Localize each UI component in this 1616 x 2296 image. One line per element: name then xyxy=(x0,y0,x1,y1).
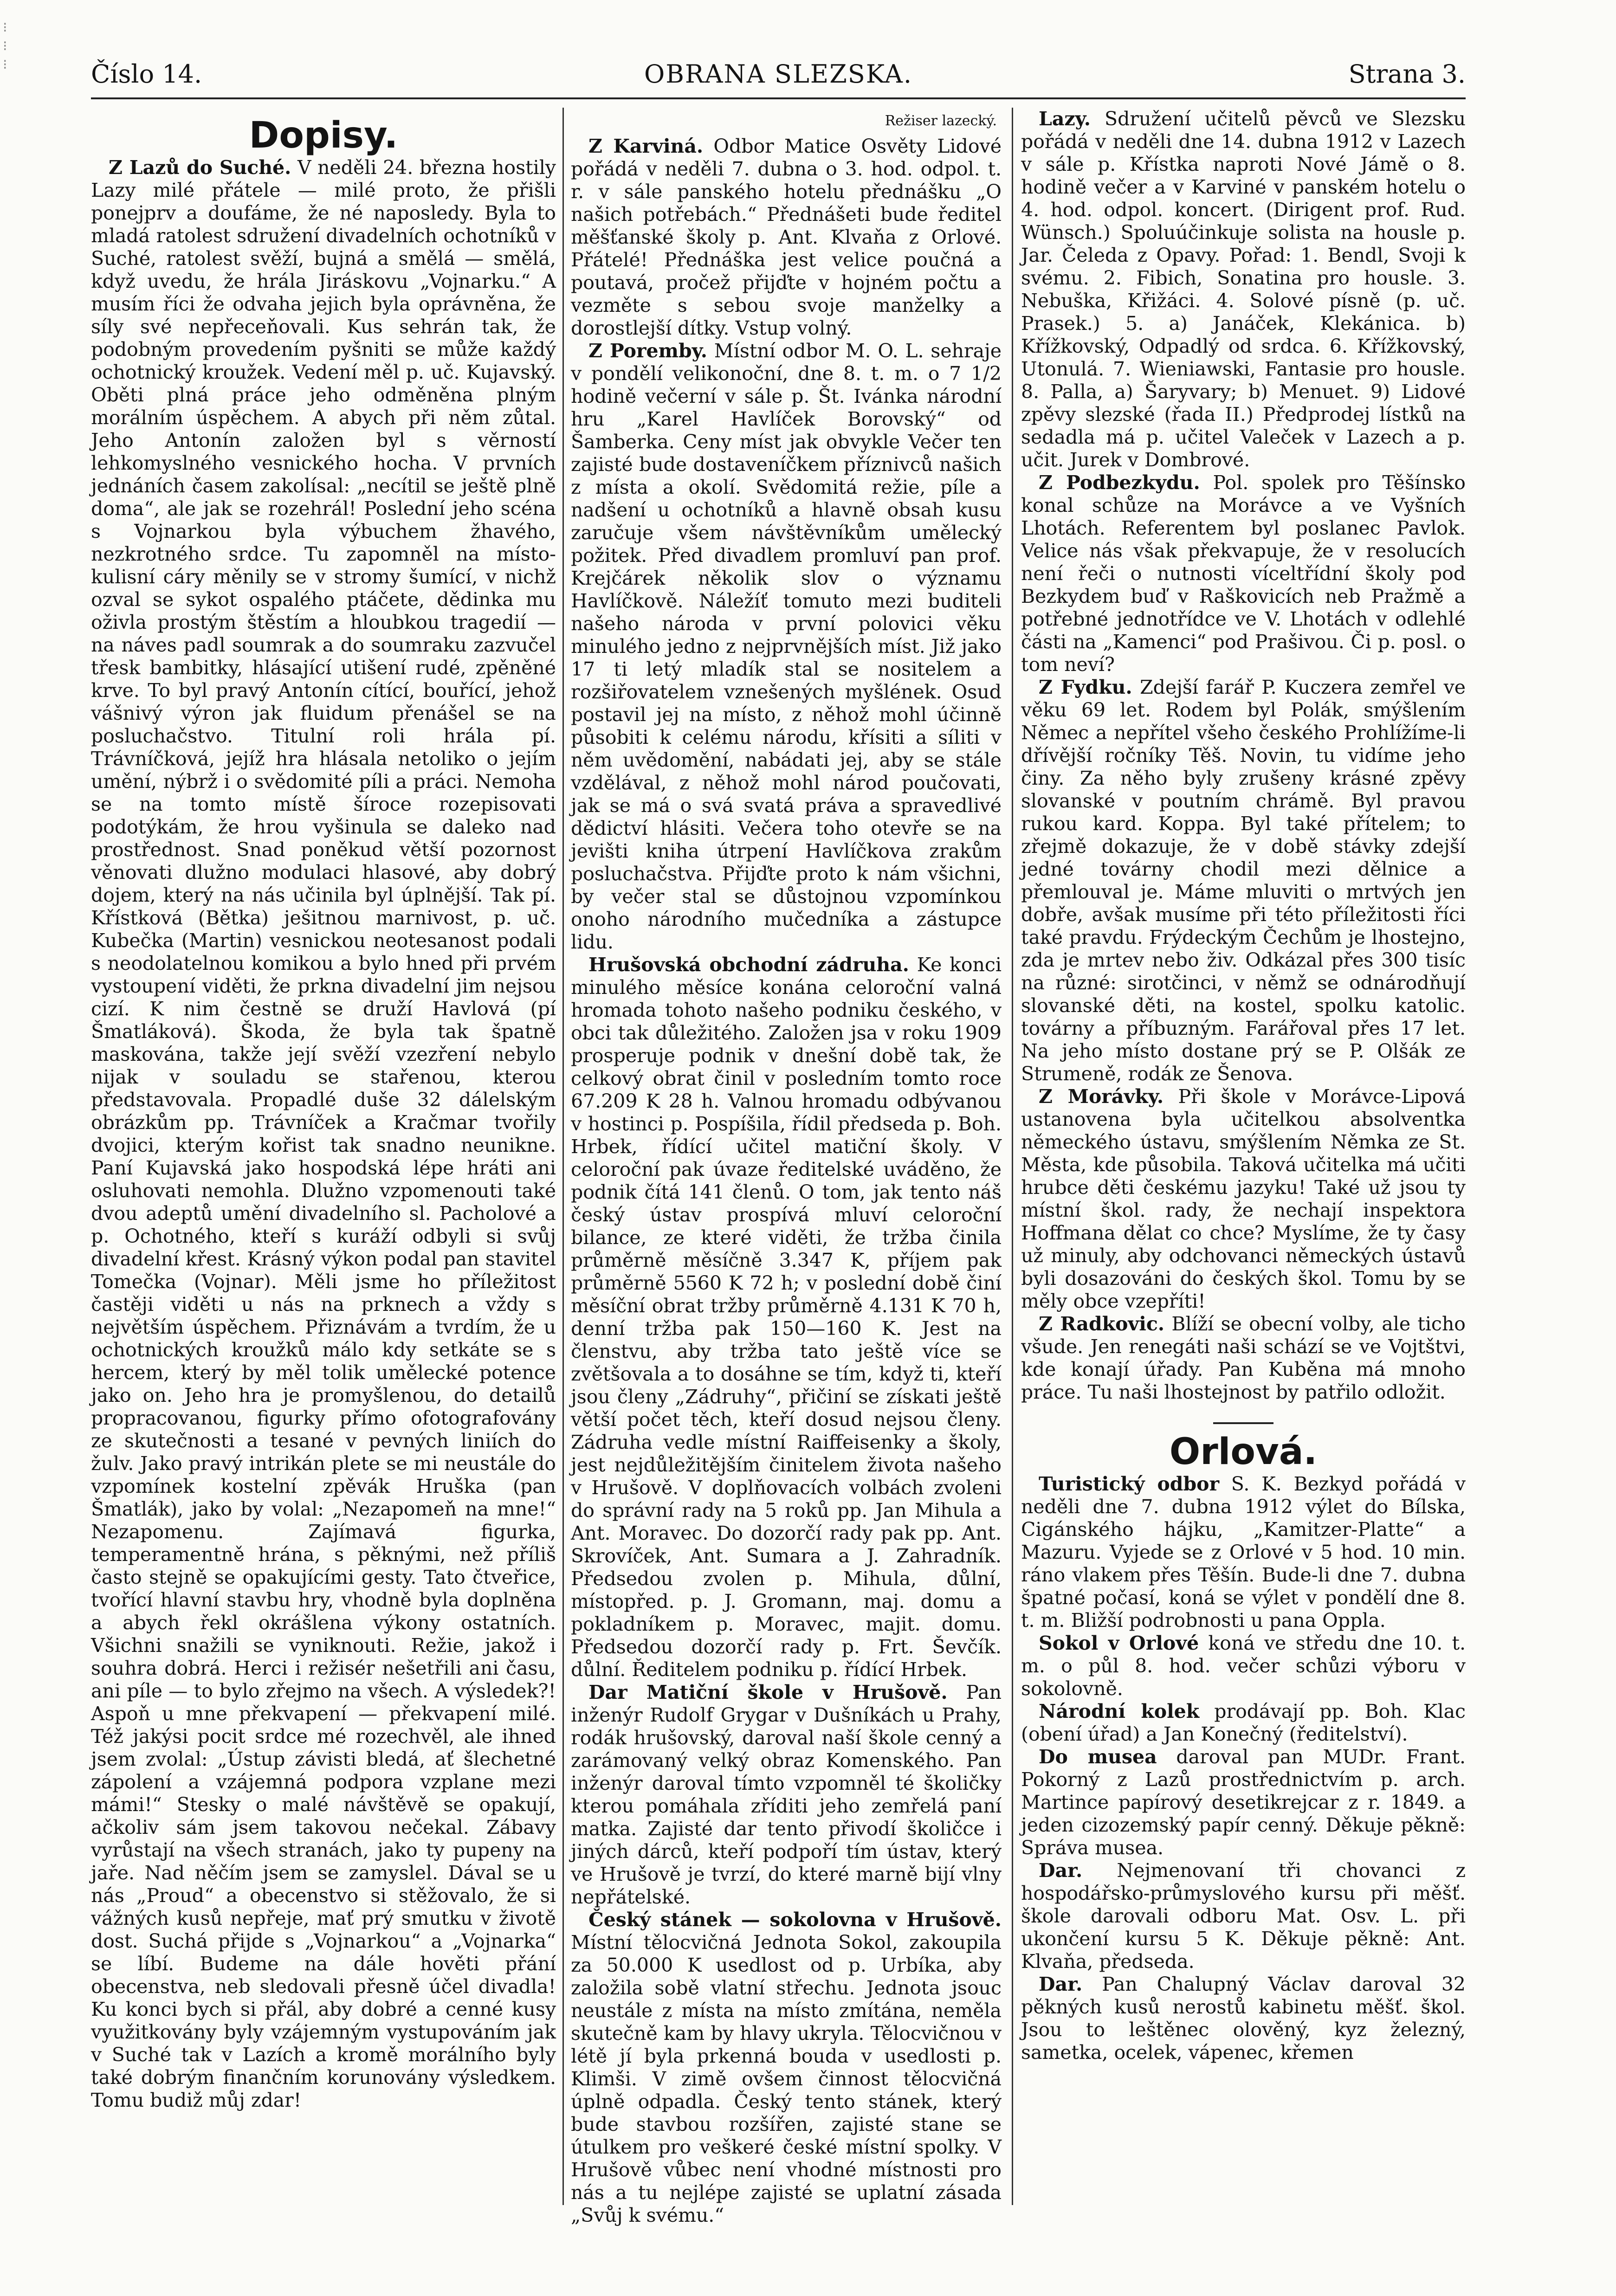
article-text: Nejmenovaní tři chovanci z hospodářsko-průmyslového kursu při měšť. škole darovali odboru Mat. Osv. L. při ukončení kursu 5 K. Děkuje pěkně: Ant. Klvaňa, předseda. xyxy=(1021,1859,1466,1973)
article-lead: Z Podbezkydu. xyxy=(1039,471,1200,494)
column-2 xyxy=(571,108,1002,2226)
article-text: Pan Chalupný Václav daroval 32 pěkných kusů nerostů kabinetu měšť. škol. Jsou to leštěnec olověný, kyz železný, sametka, ocelek, vápenec, křemen xyxy=(1021,1973,1466,2064)
article-text: prodávají pp. Boh. Klac (obení úřad) a Jan Konečný (ředitelství). xyxy=(1021,1700,1466,1745)
article-sokol-orlova xyxy=(1021,1632,1466,1700)
section-divider xyxy=(1213,1422,1273,1424)
article-lead: Národní kolek xyxy=(1039,1700,1200,1722)
article-lead: Sokol v Orlové xyxy=(1039,1632,1199,1654)
article-turisticky xyxy=(1021,1473,1466,1632)
issue-number: Číslo 14. xyxy=(91,59,202,89)
article-lead: Z Poremby. xyxy=(588,340,708,362)
article-radkovic xyxy=(1021,1313,1466,1404)
article-fydek xyxy=(1021,676,1466,1085)
article-text: Odbor Matice Osvěty Lidové pořádá v neděli 7. dubna o 3. hod. odpol. t. r. v sále panského hotelu přednášku „O našich potřebách.“ Přednášeti bude ředitel měšťanské školy p. Ant. Klvaňa z Orlové. Přátelé! Přednáška jest velice poučná a poutavá, pročež přijďte v hojném počtu a vezměte s sebou svoje manželky a dorostlejší dítky. Vstup volný. xyxy=(571,135,1002,339)
article-lead: Z Fydku. xyxy=(1039,676,1132,698)
article-narodni-kolek xyxy=(1021,1700,1466,1746)
article-lead: Z Lazů do Suché. xyxy=(109,156,291,179)
article-lead: Hrušovská obchodní zádruha. xyxy=(588,954,909,976)
section-title-orlova: Orlová. xyxy=(1169,1431,1318,1473)
article-karvina xyxy=(571,135,1002,340)
column-3 xyxy=(1021,108,1466,2196)
article-lead: Dar. xyxy=(1039,1973,1083,1995)
article-lead: Lazy. xyxy=(1039,108,1091,130)
column-rule-1 xyxy=(562,108,564,2205)
article-text: Pol. spolek pro Těšínsko konal schůze na Morávce a ve Vyšních Lhotách. Referentem byl poslanec Pavlok. Velice nás však překvapuje, že v resolucích není řeči o nutnosti víceltřídní školy pod Bezkydem buď v Raškovicích neb Pražmě a potřebné jednotřídce ve V. Lhotách v odlehlé části na „Kamenci“ pod Prašivou. Či p. posl. o tom neví? xyxy=(1021,471,1466,676)
article-lead: Dar. xyxy=(1039,1859,1083,1882)
article-dar-1 xyxy=(1021,1859,1466,1973)
article-moravky xyxy=(1021,1085,1466,1313)
article-text: S. K. Bezkyd pořádá v neděli dne 7. dubna 1912 výlet do Bílska, Cigánského hájku, „Kamitzer-Platte“ a Mazuru. Vyjede se z Orlové v 5 hod. 10 min. ráno vlakem přes Těšín. Bude-li dne 7. dubna špatné počasí, koná se výlet v pondělí dne 8. t. m. Bližší podrobnosti u pana Oppla. xyxy=(1021,1473,1466,1632)
article-lead: Z Karviná. xyxy=(588,135,704,157)
article-poremby xyxy=(571,340,1002,954)
newspaper-title: OBRANA SLEZSKA. xyxy=(644,59,913,89)
article-lead: Z Morávky. xyxy=(1039,1085,1164,1108)
page-number: Strana 3. xyxy=(1348,59,1466,89)
article-text: Místní tělocvičná Jednota Sokol, zakoupila za 50.000 K usedlost od p. Urbíka, aby založila sobě vlatní střechu. Jednota jsouc neustále z místa na místo zmítána, neměla skutečně kam by hlavy ukryla. Tělocvičnou v létě jí byla prkenná bouda v usedlosti p. Klimši. V zimě ovšem činnost tělocvičná úplně odpadla. Český tento stánek, který bude stavbou rozšířen, zajisté stane se útulkem pro veškeré české místní spolky. V Hrušově vůbec není vhodné místnosti pro nás a tu nejlépe zajisté se uplatní zásada „Svůj k svému.“ xyxy=(571,1931,1002,2226)
article-text: Pan inženýr Rudolf Grygar v Dušníkách u Prahy, rodák hrušovský, daroval naší škole cenný a zarámovaný velký obraz Komenského. Pan inženýr daroval tímto vzpomněl té školičky kterou pomáhala zříditi jeho zemřelá paní matka. Zajisté dar tento přivodí školičce i jiných dárců, kteří podpoří tím ústav, který ve Hrušově je tvrzí, do které marně bijí vlny nepřátelské. xyxy=(571,1681,1002,1908)
article-lead: Do musea xyxy=(1039,1746,1157,1768)
section-title-dopisy: Dopisy. xyxy=(249,115,398,156)
article-text: Blíží se obecní volby, ale ticho všude. Jen renegáti naši schází se ve Vojtštvi, kde konají úřady. Pan Kuběna má mnoho práce. Tu naši lhostejnost by patřilo odložit. xyxy=(1021,1313,1466,1403)
column-1 xyxy=(91,108,556,2196)
article-text: Zdejší farář P. Kuczera zemřel ve věku 69 let. Rodem byl Polák, smýšlením Němec a nepřítel všeho českého Prohlížíme-li dřívější ročníky Těš. Novin, tu vidíme jeho činy. Za něho byly zrušeny krásné zpěvy slovanské v poutním chrámě. Byl pravou rukou kard. Koppa. Byl také přítelem; to zřejmě dokazuje, že v době stávky zdejší jedné továrny chodil mezi dělnice a přemlouval je. Máme mluviti o mrtvých jen dobře, avšak musíme při této příležitosti říci také pravdu. Frýdeckým Čechům je lhostejno, zda je mrtev nebo živ. Odkázal přes 300 tisíc na různé: sirotčinci, v němž se odnárodňují slovanské děti, na kostel, spolku katolic. továrny a příbuzným. Farářoval přes 17 let. Na jeho místo dostane prý se P. Olšák ze Strumeně, rodák ze Šenova. xyxy=(1021,676,1466,1085)
column-rule-2 xyxy=(1012,108,1013,2205)
article-text: Místní odbor M. O. L. sehraje v pondělí velikonoční, dne 8. t. m. o 7 1/2 hodině večerní v sále p. Št. Ivánka národní hru „Karel Havlíček Borovský“ od Šamberka. Ceny míst jak obvykle Večer ten zajisté bude dostaveníčkem příznivců našich z místa a okolí. Svědomitá režie, píle a nadšení u ochotníků a hlavně obsah kusu zaručuje všem návštěvníkům umělecký požitek. Před divadlem promluví pan prof. Krejčárek několik slov o významu Havlíčkově. Náležíť tomuto mezi buditeli našeho národa v první polovici věku minulého jedno z nejprvnějších míst. Již jako 17 ti letý mladík stal se nositelem a rozšiřovatelem vznešených myšlének. Osud postavil jej na místo, z něhož mohl účinně působiti k celému národu, křísiti a síliti v něm uvědomění, nabádati jej, aby se stále vzdělával, z něhož mohl národ poučovati, jak se má o svá svatá práva a spravedlivé dědictví hlásiti. Večera toho otevře se na jevišti kniha útrpení Havlíčkova zrakům posluchačstva. Přijďte proto k nám všichni, by večer stal se důstojnou vzpomínkou onoho národního mučedníka a zástupce lidu. xyxy=(571,340,1002,953)
article-lead: Turistický odbor xyxy=(1039,1473,1220,1495)
article-musea xyxy=(1021,1746,1466,1859)
page-header xyxy=(91,59,1466,98)
article-sokolovna xyxy=(571,1909,1002,2227)
article-text: Ke konci minulého měsíce konána celoroční valná hromada tohoto našeho podniku českého, v obci tak důležitého. Založen jsa v roku 1909 prosperuje podnik v dnešní době tak, že celkový obrat činil v posledním tomto roce 67.209 K 28 h. Valnou hromadu odbývanou v hostinci p. Pospíšila, řídil předseda p. Boh. Hrbek, řídící učitel matiční školy. V celoroční pak úvaze ředitelské uváděno, že podnik čítá 141 členů. O tom, jak tento náš český ústav prospívá mluví celoroční bilance, ze které viděti, že tržba činila průměrně měsíčně 3.347 K, příjem pak průměrně 5560 K 72 h; v poslední době činí měsíční obrat tržby průměrně 4.131 K 70 h, denní tržba pak 150—160 K. Jest na členstvu, aby tržba tato ještě více se zvětšovala a to dosáhne se tím, když ti, kteří jsou členy „Zádruhy“, přičiní se získati ještě větší počet těch, kteří dosud nejsou členy. Zádruha vedle místní Raiffeisenky a školy, jest nejdůležitějším činitelem života našeho v Hrušově. V doplňovacích volbách zvoleni do správní rady na 5 roků pp. Jan Mihula a Ant. Moravec. Do dozorčí rady pak pp. Ant. Skrovíček, Ant. Sumara a J. Zahradník. Předsedou zvolen p. Mihula, důlní, místopřed. p. J. Gromann, maj. domu a pokladníkem p. Moravec, majit. domu. Předsedou dozorčí rady p. Frt. Ševčík. důlní. Ředitelem podniku p. řídící Hrbek. xyxy=(571,954,1002,1681)
article-text: Při škole v Morávce-Lipová ustanovena byla učitelkou absolventka německého ústavu, smýšlením Němka ze St. Města, kde působila. Taková učitelka má učiti hrubce děti českému jazyku! Také už jsou ty místní škol. rady, že nechají inspektora Hoffmana dělat co chce? Myslíme, že ty časy už minuly, aby odchovanci německých ústavů byli dosazováni do českých škol. Tomu by se měly obce vzepříti! xyxy=(1021,1085,1466,1312)
scan-edge-marks: ⁝ ⁝ ⁝ xyxy=(3,19,7,73)
article-lead: Dar Matiční škole v Hrušově. xyxy=(588,1681,948,1703)
header-rule xyxy=(91,97,1466,99)
article-dar-2 xyxy=(1021,1973,1466,2064)
article-text: daroval pan MUDr. Frant. Pokorný z Lazů prostřednictvím p. arch. Martince papírový desetikrejcar z r. 1849. a jeden cizozemský papír cenný. Děkuje pěkně: Správa musea. xyxy=(1021,1746,1466,1859)
article-lazy xyxy=(91,156,556,2112)
article-podbezkydu xyxy=(1021,471,1466,676)
article-lead: Z Radkovic. xyxy=(1039,1313,1165,1335)
article-text: V neděli 24. března hostily Lazy milé přátele — milé proto, že přišli ponejprv a doufáme, že né naposledy. Byla to mladá ratolest sdružení divadelních ochotníků v Suché, ratolest svěží, bujná a smělá — smělá, když uvedu, že hrála Jiráskovu „Vojnarku.“ A musím říci že odvaha jejich byla oprávněna, že síly své nepřeceňovali. Kus sehrán tak, že podobným provedením pyšniti se může každý ochotnický kroužek. Vedení měl p. uč. Kujavský. Oběti plná práce jeho odměněna plným morálním úspěchem. A abych při něm zůtal. Jeho Antonín založen byl s věrností lehkomyslného vesnického hocha. V prvních jednáních časem zakolísal: „necítil se ještě plně doma“, ale jak se rozehrál! Poslední jeho scéna s Vojnarkou byla výbuchem žhavého, nezkrotného srdce. Tu zapomněl na místo-kulisní cáry měnily se v stromy šumící, v nichž ozval se sykot ospalého ptáčete, dědinka mu oživla prostým štěstím a hloubkou tragedií — na náves padl soumrak a do soumraku zazvučel třesk bambitky, hlásající utišení rudé, zpěněné krve. To byl pravý Antonín cítící, bouřící, jehož vášnivý výron jak fluidum přenášel se na posluchačstvo. Titulní roli hrála pí. Trávníčková, jejíž hra hlásala netoliko o jejím umění, nýbrž i o svědomité píli a práci. Nemoha se na tomto místě šíroce rozepisovati podotýkám, že hrou vyšinula se daleko nad prostřednost. Snad poněkud větší pozornost věnovati dlužno modulaci hlasové, aby dobrý dojem, který na nás učinila byl úplnější. Tak pí. Křístková (Bětka) ješitnou marnivost, p. uč. Kubečka (Martin) vesnickou neotesanost podali s neodolatelnou komikou a bylo hned při prvém vystoupení viděti, že prkna divadelní jim nejsou cizí. K nim čestně se druží Havlová (pí Šmatláková). Škoda, že byla tak špatně maskována, takže její svěží vzezření nebylo nijak v souladu se stařenou, kterou představovala. Propadlé duše 32 dálelským obrázkům pp. Trávníček a Kračmar tvořily dvojici, kterým kořist tak snadno neunikne. Paní Kujavská jako hospodská lépe hráti ani osluhovati nemohla. Dlužno vzpomenouti také dvou adeptů umění divadelního sl. Pacholové a p. Ochotného, kteří s kuráží odbyli si svůj divadelní křest. Krásný výkon podal pan stavitel Tomečka (Vojnar). Měli jsme ho příležitost častěji viděti u nás na prknech a vždy s největším úspěchem. Přiznávám a tvrdím, že u ochotnických kroužků málo kdy setkáte se s hercem, který by měl tolik umělecké potence jako on. Jeho hra je promyšlenou, do detailů propracovanou, figurky přímo ofotografovány ze skutečnosti a tesané v pevných liniích do žulv. Jako pravý intrikán plete se mi neustále do vzpomínek kostelní zpěvák Hruška (pan Šmatlák), jako by volal: „Nezapomeň na mne!“ Nezapomenu. Zajímavá figurka, temperamentně hrána, s pěknými, než příliš často stejně se opakujícími gesty. Tato čtveřice, tvořící hlavní stavbu hry, vhodně byla doplněna a abych řekl okrášlena výkony ostatních. Všichni snažili se vyniknouti. Režie, jakož i souhra dobrá. Herci i režisér nešetřili ani času, ani píle — to bylo zřejmo na všech. A výsledek?! Aspoň u mne překvapení — překvapení milé. Též jakýsi pocit srdce mé rozechvěl, ale ihned jsem zvolal: „Ústup závisti bledá, ať šlechetné zápolení a vzájemná podpora vzplane mezi mámi!“ Stesky o malé návštěvě se opakují, ačkoliv sám jsem takovou nečekal. Zábavy vyrůstají na všech stranách, jako ty pupeny na jaře. Nad něčím jsem se zamyslel. Dával se u nás „Proud“ a obecenstvo si stěžovalo, že si vážných kusů nepřeje, mať prý smutku v životě dost. Suchá přijde s „Vojnarkou“ a „Vojnarka“ se líbí. Budeme na dále hověti přání obecenstva, neb sledovali přesně účel divadla! Ku konci bych si přál, aby dobré a cenné kusy využitkovány byly vzájemným vystupováním jak v Suché tak v Lazích a kromě morálního byly také dobrým finančním korunovány výsledkem. Tomu budiž můj zdar! xyxy=(91,156,556,2111)
article-dar-hrusov xyxy=(571,1681,1002,1909)
article-lazy-koncert xyxy=(1021,108,1466,471)
article-text: Sdružení učitelů pěvců ve Slezsku pořádá v neděli dne 14. dubna 1912 v Lazech v sále p. Křístka naproti Nové Jámě o 8. hodině večer a v Karviné v panském hotelu o 4. hod. odpol. koncert. (Dirigent prof. Rud. Wünsch.) Spoluúčinkuje solista na housle p. Jar. Čeleda z Opavy. Pořad: 1. Bendl, Svoji k svému. 2. Fibich, Sonatina pro housle. 3. Nebuška, Křižáci. 4. Solové písně (p. uč. Prasek.) 5. a) Janáček, Klekánica. b) Křížkovský, Odpadlý od srdca. 6. Křížkovský, Utonulá. 7. Wieniawski, Fantasie pro housle. 8. Palla, a) Šaryvary; b) Menuet. 9) Lidové zpěvy slezské (řada II.) Předprodej lístků na sedadla má p. učitel Valeček v Lazech a p. učit. Jurek v Dombrové. xyxy=(1021,108,1466,471)
article-signature: Režiser lazecký. xyxy=(885,113,997,129)
article-text: koná ve středu dne 10. t. m. o půl 8. hod. večer schůzi výboru v sokolovně. xyxy=(1021,1632,1466,1700)
article-lead: Český stánek — sokolovna v Hrušově. xyxy=(588,1909,1002,1931)
article-hrusov-zadruha xyxy=(571,954,1002,1681)
